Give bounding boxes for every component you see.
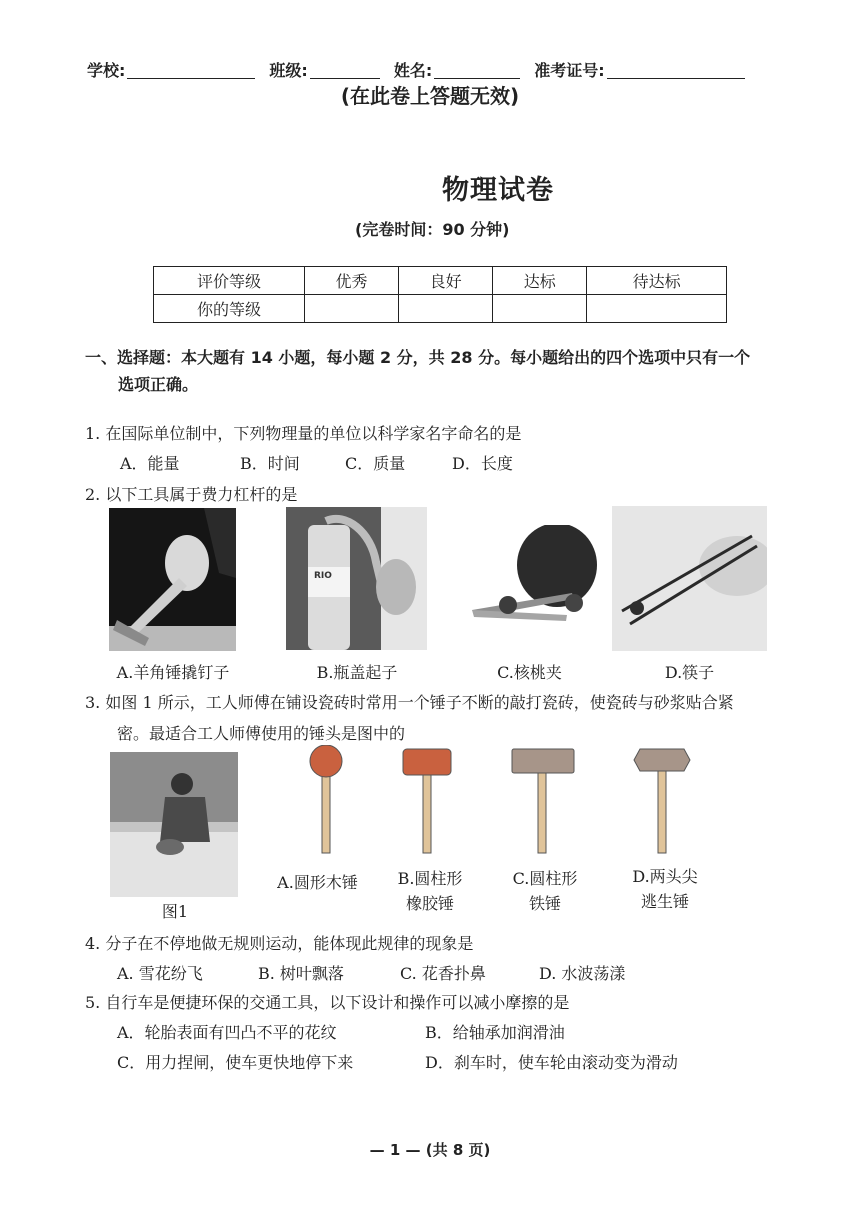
name-label: 姓名: bbox=[393, 61, 433, 80]
q4-option-d[interactable]: D. 水波荡漾 bbox=[539, 964, 626, 983]
cylinder-rubber-mallet bbox=[403, 749, 451, 853]
grade-row-label: 你的等级 bbox=[154, 295, 305, 323]
q5-option-d[interactable]: D．刹车时，使车轮由滚动变为滑动 bbox=[425, 1053, 678, 1072]
exam-id-field[interactable] bbox=[607, 62, 745, 79]
q1-option-b[interactable]: B．时间 bbox=[240, 454, 300, 473]
q4-option-a[interactable]: A. 雪花纷飞 bbox=[117, 964, 203, 983]
q2-caption-b: B.瓶盖起子 bbox=[316, 663, 398, 682]
q5-option-c[interactable]: C．用力捏闸，使车更快地停下来 bbox=[117, 1053, 354, 1072]
round-wooden-mallet bbox=[310, 745, 342, 853]
bottle-opener-photo bbox=[286, 507, 427, 650]
q3-caption-c-line1: C.圆柱形 bbox=[512, 869, 578, 888]
name-field[interactable] bbox=[434, 62, 520, 79]
chopsticks-photo bbox=[612, 506, 767, 651]
q2-caption-c: C.核桃夹 bbox=[497, 663, 562, 682]
grade-cell[interactable] bbox=[305, 295, 399, 323]
grade-cell[interactable] bbox=[587, 295, 727, 323]
section-heading-line: 选项正确。 bbox=[118, 375, 199, 394]
notice: (在此卷上答题无效) bbox=[340, 84, 520, 108]
page-footer: — 1 — (共 8 页) bbox=[369, 1141, 491, 1159]
pointed-escape-hammer bbox=[634, 749, 690, 853]
question-3-line2: 密。最适合工人师傅使用的锤头是图中的 bbox=[117, 724, 406, 743]
worker-photo bbox=[110, 752, 238, 897]
q1-option-a[interactable]: A．能量 bbox=[120, 454, 180, 473]
q3-caption-c-line2: 铁锤 bbox=[528, 894, 561, 913]
table-row bbox=[154, 267, 727, 295]
q5-option-a[interactable]: A．轮胎表面有凹凸不平的花纹 bbox=[117, 1023, 337, 1042]
hammer-photo bbox=[109, 508, 236, 651]
school-label: 学校: bbox=[87, 61, 126, 80]
q2-caption-d: D.筷子 bbox=[664, 663, 715, 682]
q3-caption-a-line1: A.圆形木锤 bbox=[277, 873, 358, 892]
exam-id-label: 准考证号: bbox=[534, 61, 605, 80]
class-field[interactable] bbox=[310, 62, 380, 79]
cylinder-iron-mallet bbox=[512, 749, 574, 853]
class-label: 班级: bbox=[269, 61, 308, 80]
section-heading-line: 一、选择题：本大题有 14 小题，每小题 2 分，共 28 分。每小题给出的四个选项中只有一个 bbox=[85, 348, 751, 367]
student-info-header bbox=[87, 58, 759, 81]
nutcracker-photo bbox=[462, 525, 597, 650]
q1-option-c[interactable]: C．质量 bbox=[345, 454, 406, 473]
q4-option-c[interactable]: C. 花香扑鼻 bbox=[400, 964, 486, 983]
q3-caption-b-line1: B.圆柱形 bbox=[397, 869, 463, 888]
grade-header-cell: 达标 bbox=[493, 267, 587, 295]
table-row bbox=[154, 295, 727, 323]
q3-caption-d-line2: 逃生锤 bbox=[640, 892, 689, 911]
page-subtitle: (完卷时间：90 分钟) bbox=[355, 220, 510, 239]
q3-caption-d-line1: D.两头尖 bbox=[632, 867, 698, 886]
grade-cell[interactable] bbox=[399, 295, 493, 323]
mallet-figures bbox=[300, 745, 740, 855]
grade-cell[interactable] bbox=[493, 295, 587, 323]
grade-header-cell: 评价等级 bbox=[154, 267, 305, 295]
question-2-stem: 2. 以下工具属于费力杠杆的是 bbox=[85, 485, 298, 504]
q1-option-d[interactable]: D．长度 bbox=[452, 454, 513, 473]
question-3-line1: 3. 如图 1 所示，工人师傅在铺设瓷砖时常用一个锤子不断的敲打瓷砖，使瓷砖与砂浆贴合紧 bbox=[85, 693, 734, 712]
question-4-stem: 4. 分子在不停地做无规则运动，能体现此规律的现象是 bbox=[85, 934, 474, 953]
question-1-stem: 1. 在国际单位制中，下列物理量的单位以科学家名字命名的是 bbox=[85, 424, 522, 443]
grade-header-cell: 待达标 bbox=[587, 267, 727, 295]
grade-header-cell: 优秀 bbox=[305, 267, 399, 295]
question-5-stem: 5. 自行车是便捷环保的交通工具，以下设计和操作可以减小摩擦的是 bbox=[85, 993, 570, 1012]
page-title: 物理试卷 bbox=[442, 175, 554, 206]
section-heading bbox=[85, 344, 805, 398]
grade-table bbox=[153, 266, 727, 323]
q5-option-b[interactable]: B．给轴承加润滑油 bbox=[425, 1023, 565, 1042]
figure-1-caption: 图1 bbox=[161, 902, 189, 921]
grade-header-cell: 良好 bbox=[399, 267, 493, 295]
q3-caption-b-line2: 橡胶锤 bbox=[405, 894, 454, 913]
q2-caption-a: A.羊角锤撬钉子 bbox=[116, 663, 230, 682]
school-field[interactable] bbox=[127, 62, 255, 79]
q4-option-b[interactable]: B. 树叶飘落 bbox=[258, 964, 344, 983]
bottle-label: RIO bbox=[314, 571, 332, 581]
